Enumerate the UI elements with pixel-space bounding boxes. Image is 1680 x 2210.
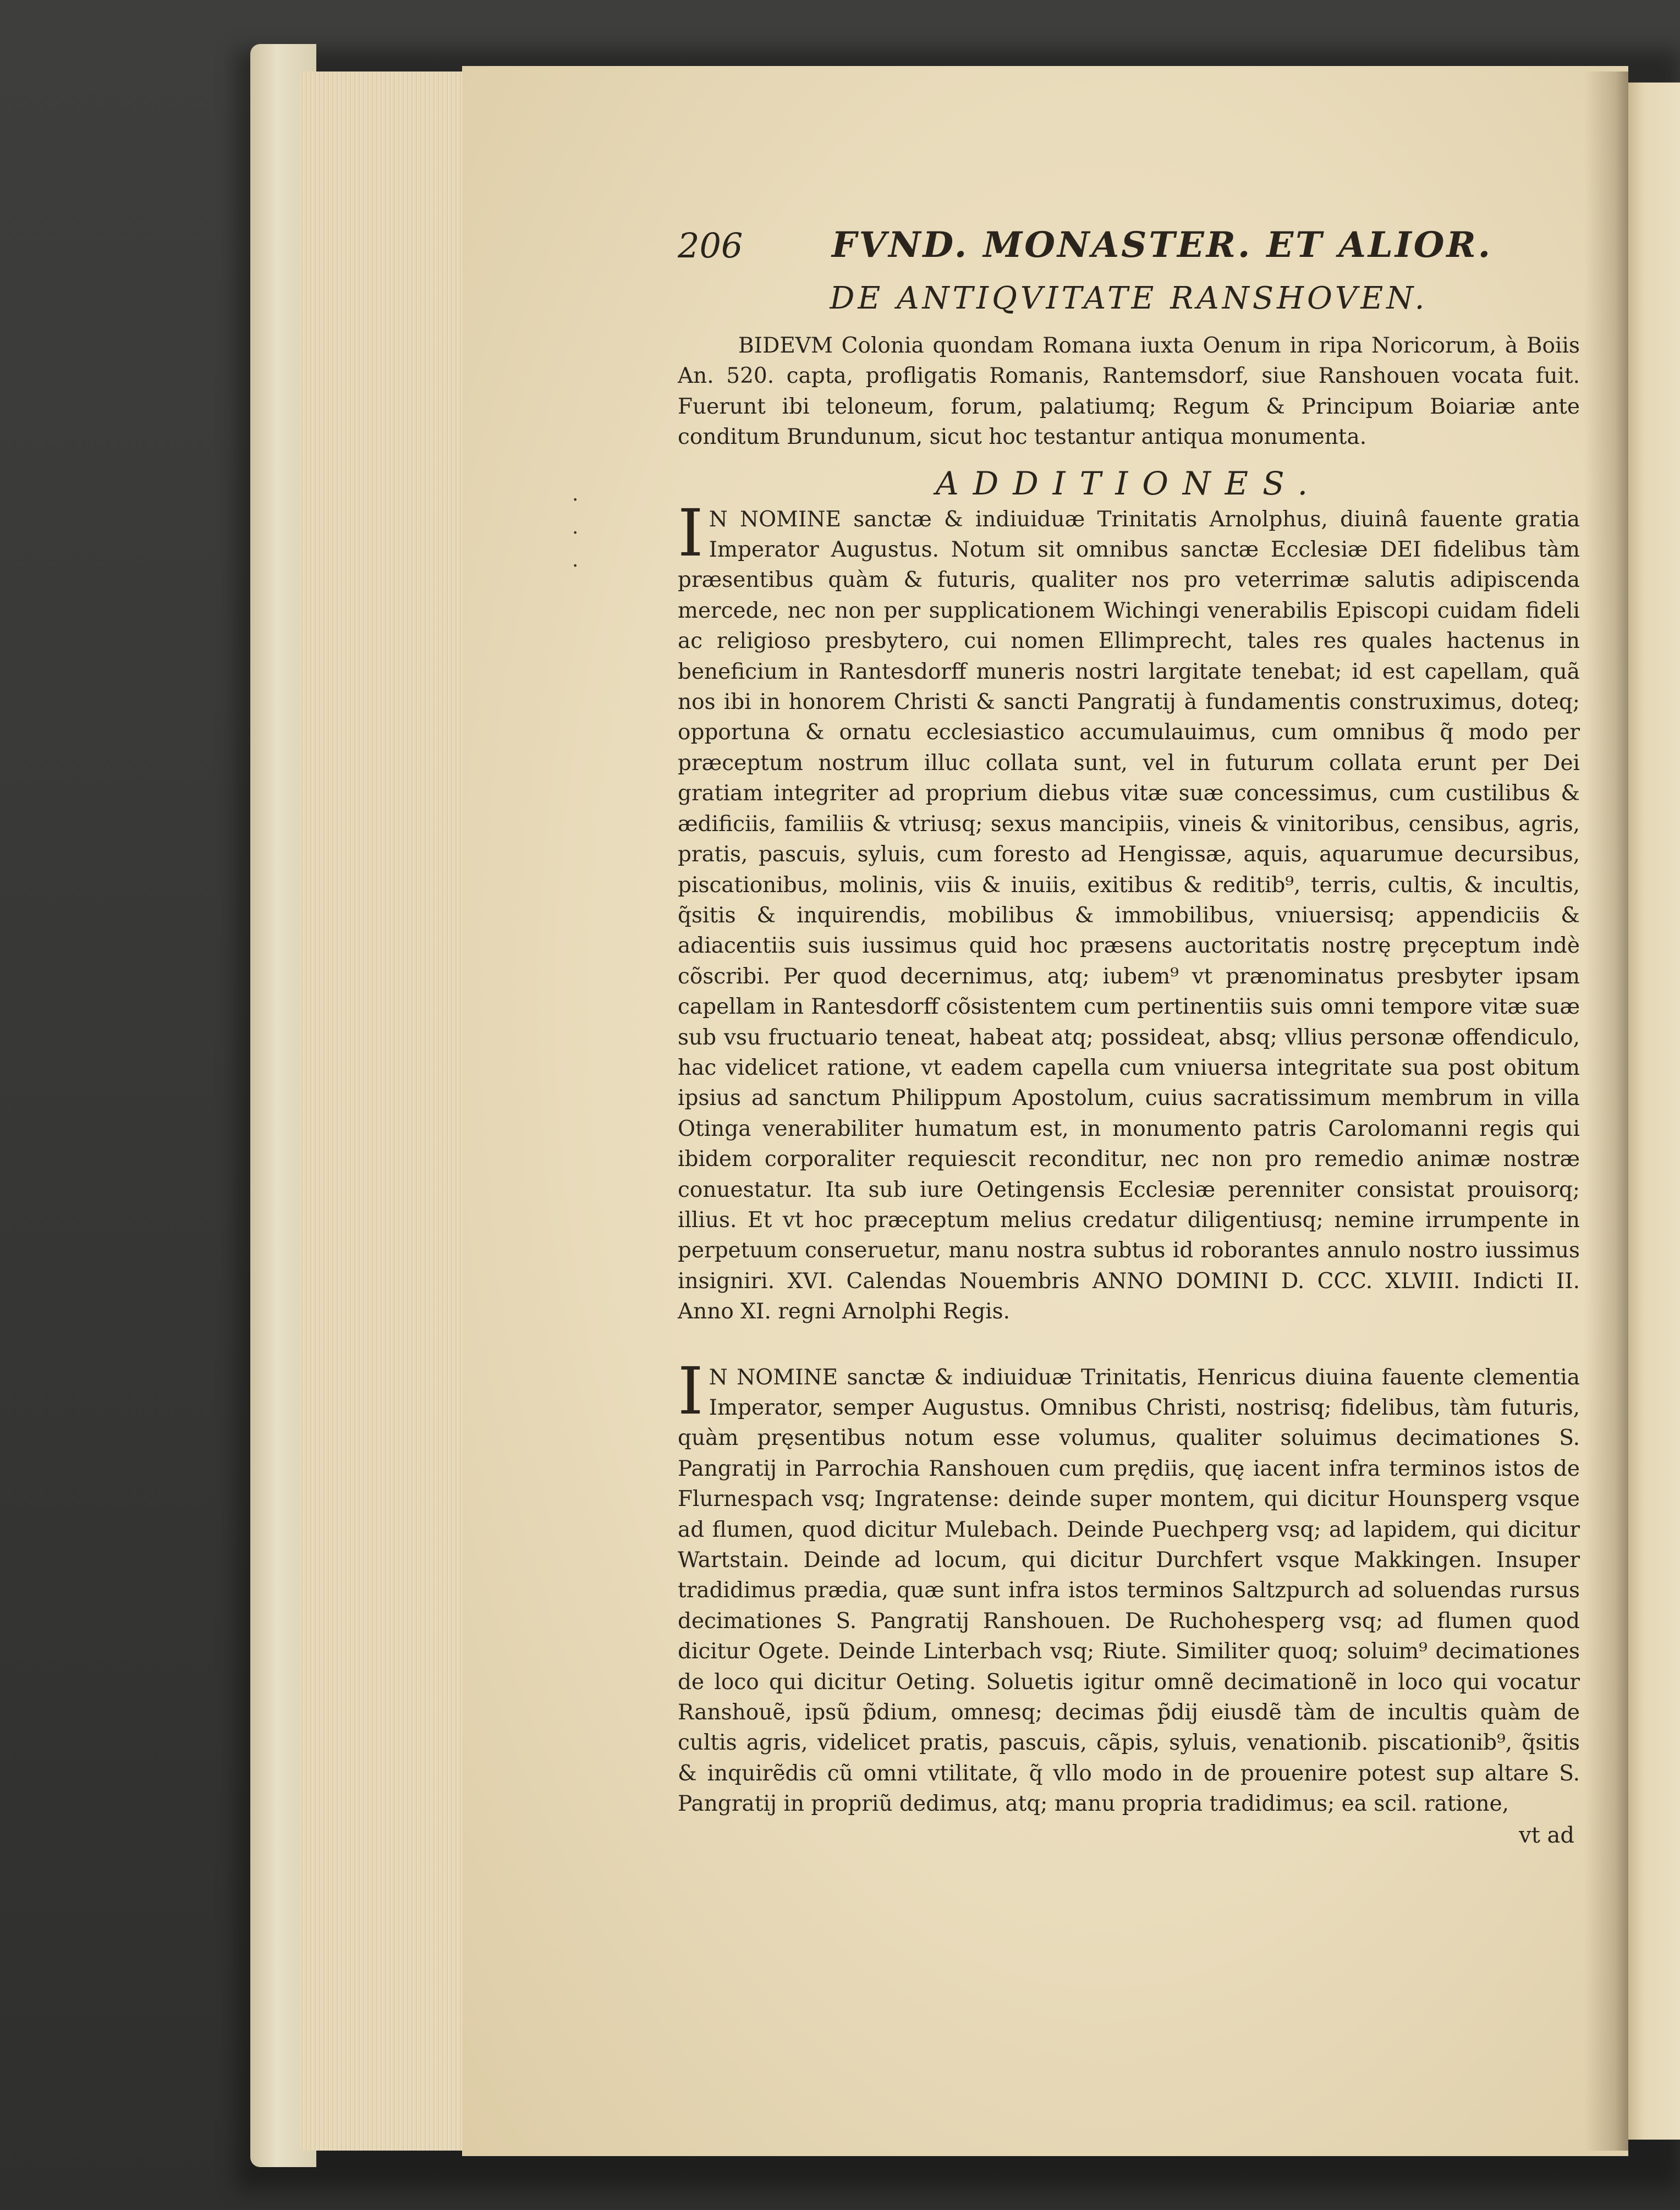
charter-arnolphus-text: N NOMINE sanctæ & indiuiduæ Trinitatis Arnolphus, diuinâ fauente gratia Imperator Augustus. Notum sit omnibus sanctæ Ecclesiæ DEI fidelibus tàm præsentibus quàm & futuris, qualiter nos pro veterrimæ salutis adipiscenda mercede, nec non per supplicationem Wichingi venerabilis Episcopi cuidam fideli ac religioso presbytero, cui nomen Ellimprecht, tales res quales hactenus in beneficium in Rantesdorff muneris nostri largitate tenebat; id est capellam, quã nos ibi in honorem Christi & sancti Pangratij à fundamentis construximus, doteq; opportuna & ornatu ecclesiastico accumulauimus, cum omnibus q̃ modo per præceptum nostrum illuc collata sunt, vel in futurum collata erunt per Dei gratiam integriter ad proprium diebus vitæ suæ concessimus, cum custilibus & ædificiis, familiis & vtriusq; sexus mancipiis, vineis & vinitoribus, censibus, agris, pratis, pascuis, syluis, cum foresto ad Hengissæ, aquis, aquarumue decursibus, piscationibus, molinis, viis & inuiis, exitibus & reditib⁹, terris, cultis, & incultis, q̃sitis & inquirendis, mobilibus & immobilibus, vniuersisq; appendiciis & adiacentiis suis iussimus quid hoc præsens auctoritatis nostrę prȩceptum indè cõscribi. Per quod decernimus, atq; iubem⁹ vt prænominatus presbyter ipsam capellam in Rantesdorff cõsistentem cum pertinentiis suis omni tempore vitæ suæ sub vsu fructuario teneat, habeat atq; possideat, absq; vllius personæ offendiculo, hac videlicet ratione, vt eadem capella cum vniuersa integritate sua post obitum ipsius ad sanctum Philippum Apostolum, cuius sacratissimum membrum in villa Otinga venerabiliter humatum est, in monumento patris Carolomanni regis qui ibidem corporaliter requiescit reconditur, nec non pro remedio animæ nostræ conuestatur. Ita sub iure Oetingensis Ecclesiæ perenniter consistat prouisorq; illius. Et vt hoc præceptum melius credatur diligentiusq; nemine irrumpente in perpetuum conseruetur, manu nostra subtus id roborantes annulo nostro iussimus insigniri. XVI. Calendas Nouembris ANNO DOMINI D. CCC. XLVIII. Indicti II. Anno XI. regni Arnolphi Regis.: [678, 507, 1580, 1324]
page-header: [678, 220, 1580, 281]
margin-marks: [572, 484, 578, 583]
margin-mark: ·: [572, 522, 579, 545]
margin-mark: ·: [572, 489, 579, 512]
drop-initial: I: [678, 1353, 704, 1429]
margin-mark: ·: [572, 555, 579, 578]
additiones-heading: ADDITIONES.: [935, 464, 1322, 502]
drop-initial: I: [678, 494, 704, 571]
page-number: 206: [678, 226, 743, 266]
catchword: vt ad: [1519, 1822, 1574, 1848]
intro-paragraph: BIDEVM Colonia quondam Romana iuxta Oenum in ripa Noricorum, à Boiis An. 520. capta, profligatis Romanis, Rantemsdorf, siue Ranshouen vocata fuit. Fuerunt ibi teloneum, forum, palatiumq; Regum & Principum Boiariæ ante conditum Brundunum, sicut hoc testantur antiqua monumenta.: [678, 333, 1580, 450]
facing-page-edge: [1628, 83, 1680, 2140]
page-gutter: [1584, 72, 1628, 2151]
section-title: DE ANTIQVITATE RANSHOVEN.: [830, 281, 1428, 316]
running-head: FVND. MONASTER. ET ALIOR.: [832, 224, 1492, 266]
page-edges: [300, 72, 476, 2151]
charter-henricus: [678, 1353, 1580, 1819]
charter-henricus-text: N NOMINE sanctæ & indiuiduæ Trinitatis, Henricus diuina fauente clementia Imperator, semper Augustus. Omnibus Christi, nostrisq; fidelibus, tàm futuris, quàm pręsentibus notum esse volumus, qualiter soluimus decimationes S. Pangratij in Parrochia Ranshouen cum prędiis, quę iacent infra terminos istos de Flurnespach vsq; Ingratense: deinde super montem, qui dicitur Hounsperg vsque ad flumen, quod dicitur Mulebach. Deinde Puechperg vsq; ad lapidem, qui dicitur Wartstain. Deinde ad locum, qui dicitur Durchfert vsque Makkingen. Insuper tradidimus prædia, quæ sunt infra istos terminos Saltzpurch ad soluendas rursus decimationes S. Pangratij Ranshouen. De Ruchohesperg vsq; ad flumen quod dicitur Ogete. Deinde Linterbach vsq; Riute. Similiter quoq; soluim⁹ decimationes de loco qui dicitur Oeting. Soluetis igitur omnẽ decimationẽ in loco qui vocatur Ranshouẽ, ipsũ p̃dium, omnesq; decimas p̃dij eiusdẽ tàm de incultis quàm de cultis agris, videlicet pratis, pascuis, cãpis, syluis, venationib. piscationib⁹, q̃sitis & inquirẽdis cũ omni vtilitate, q̃ vllo modo in de prouenire potest sup altare S. Pangratij in propriũ dedimus, atq; manu propria tradidimus; ea scil. ratione,: [678, 1365, 1580, 1817]
page-text: [678, 220, 1580, 1848]
charter-arnolphus: [678, 494, 1580, 1327]
